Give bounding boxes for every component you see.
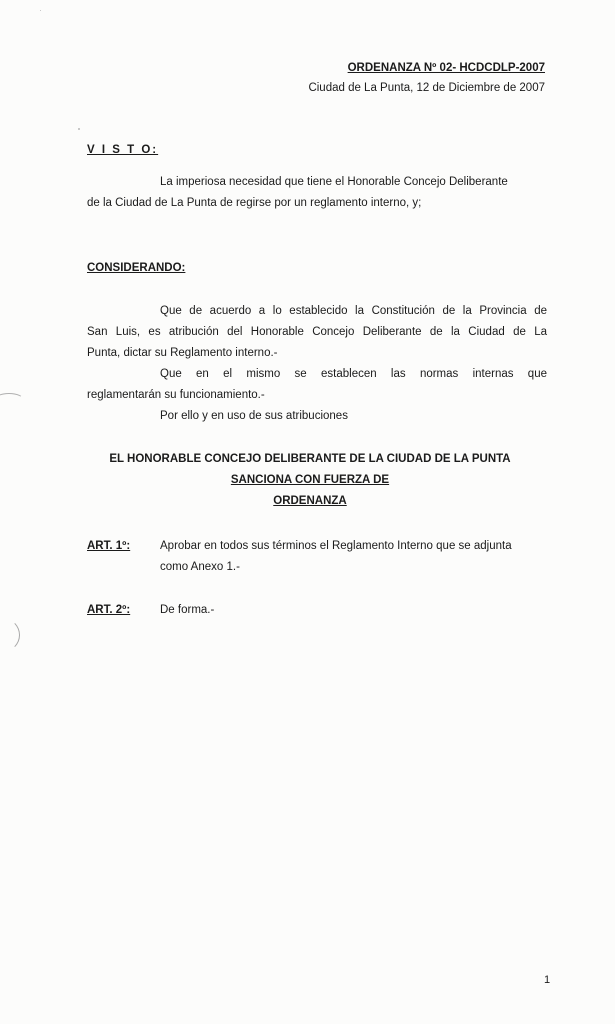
considerando-line-1: Que de acuerdo a lo establecido la Constitución de la Provincia de	[160, 305, 547, 317]
article-1-label: ART. 1º:	[87, 540, 131, 552]
considerando-heading: CONSIDERANDO:	[87, 262, 186, 274]
page-number: 1	[544, 974, 551, 986]
considerando-line-4: Que en el mismo se establecen las normas internas que	[160, 368, 547, 380]
considerando-line-6: Por ello y en uso de sus atribuciones	[160, 410, 348, 422]
sanction-line-2: SANCIONA CON FUERZA DE	[230, 474, 390, 486]
considerando-line-3: Punta, dictar su Reglamento interno.-	[87, 347, 278, 359]
article-1-line-2: como Anexo 1.-	[160, 561, 240, 573]
considerando-line-5: reglamentarán su funcionamiento.-	[87, 389, 265, 401]
article-2-label: ART. 2º:	[87, 604, 131, 616]
considerando-line-2: San Luis, es atribución del Honorable Concejo Deliberante de la Ciudad de La	[87, 326, 547, 338]
scan-speck	[78, 128, 80, 130]
article-2-line-1: De forma.-	[160, 604, 215, 616]
article-1-line-1: Aprobar en todos sus términos el Reglamento Interno que se adjunta	[160, 540, 512, 552]
sanction-line-1: EL HONORABLE CONCEJO DELIBERANTE DE LA CIUDAD DE LA PUNTA	[109, 453, 511, 465]
sanction-line-3: ORDENANZA	[273, 495, 347, 507]
visto-line-1: La imperiosa necesidad que tiene el Honorable Concejo Deliberante	[160, 176, 508, 188]
visto-line-2: de la Ciudad de La Punta de regirse por un reglamento interno, y;	[87, 197, 422, 209]
scan-speck	[40, 10, 41, 11]
scan-mark	[0, 618, 20, 652]
place-date: Ciudad de La Punta, 12 de Diciembre de 2007	[308, 82, 545, 94]
ordinance-number: ORDENANZA Nº 02- HCDCDLP-2007	[347, 62, 545, 74]
visto-heading: V I S T O:	[87, 144, 159, 156]
scan-mark	[0, 393, 24, 407]
